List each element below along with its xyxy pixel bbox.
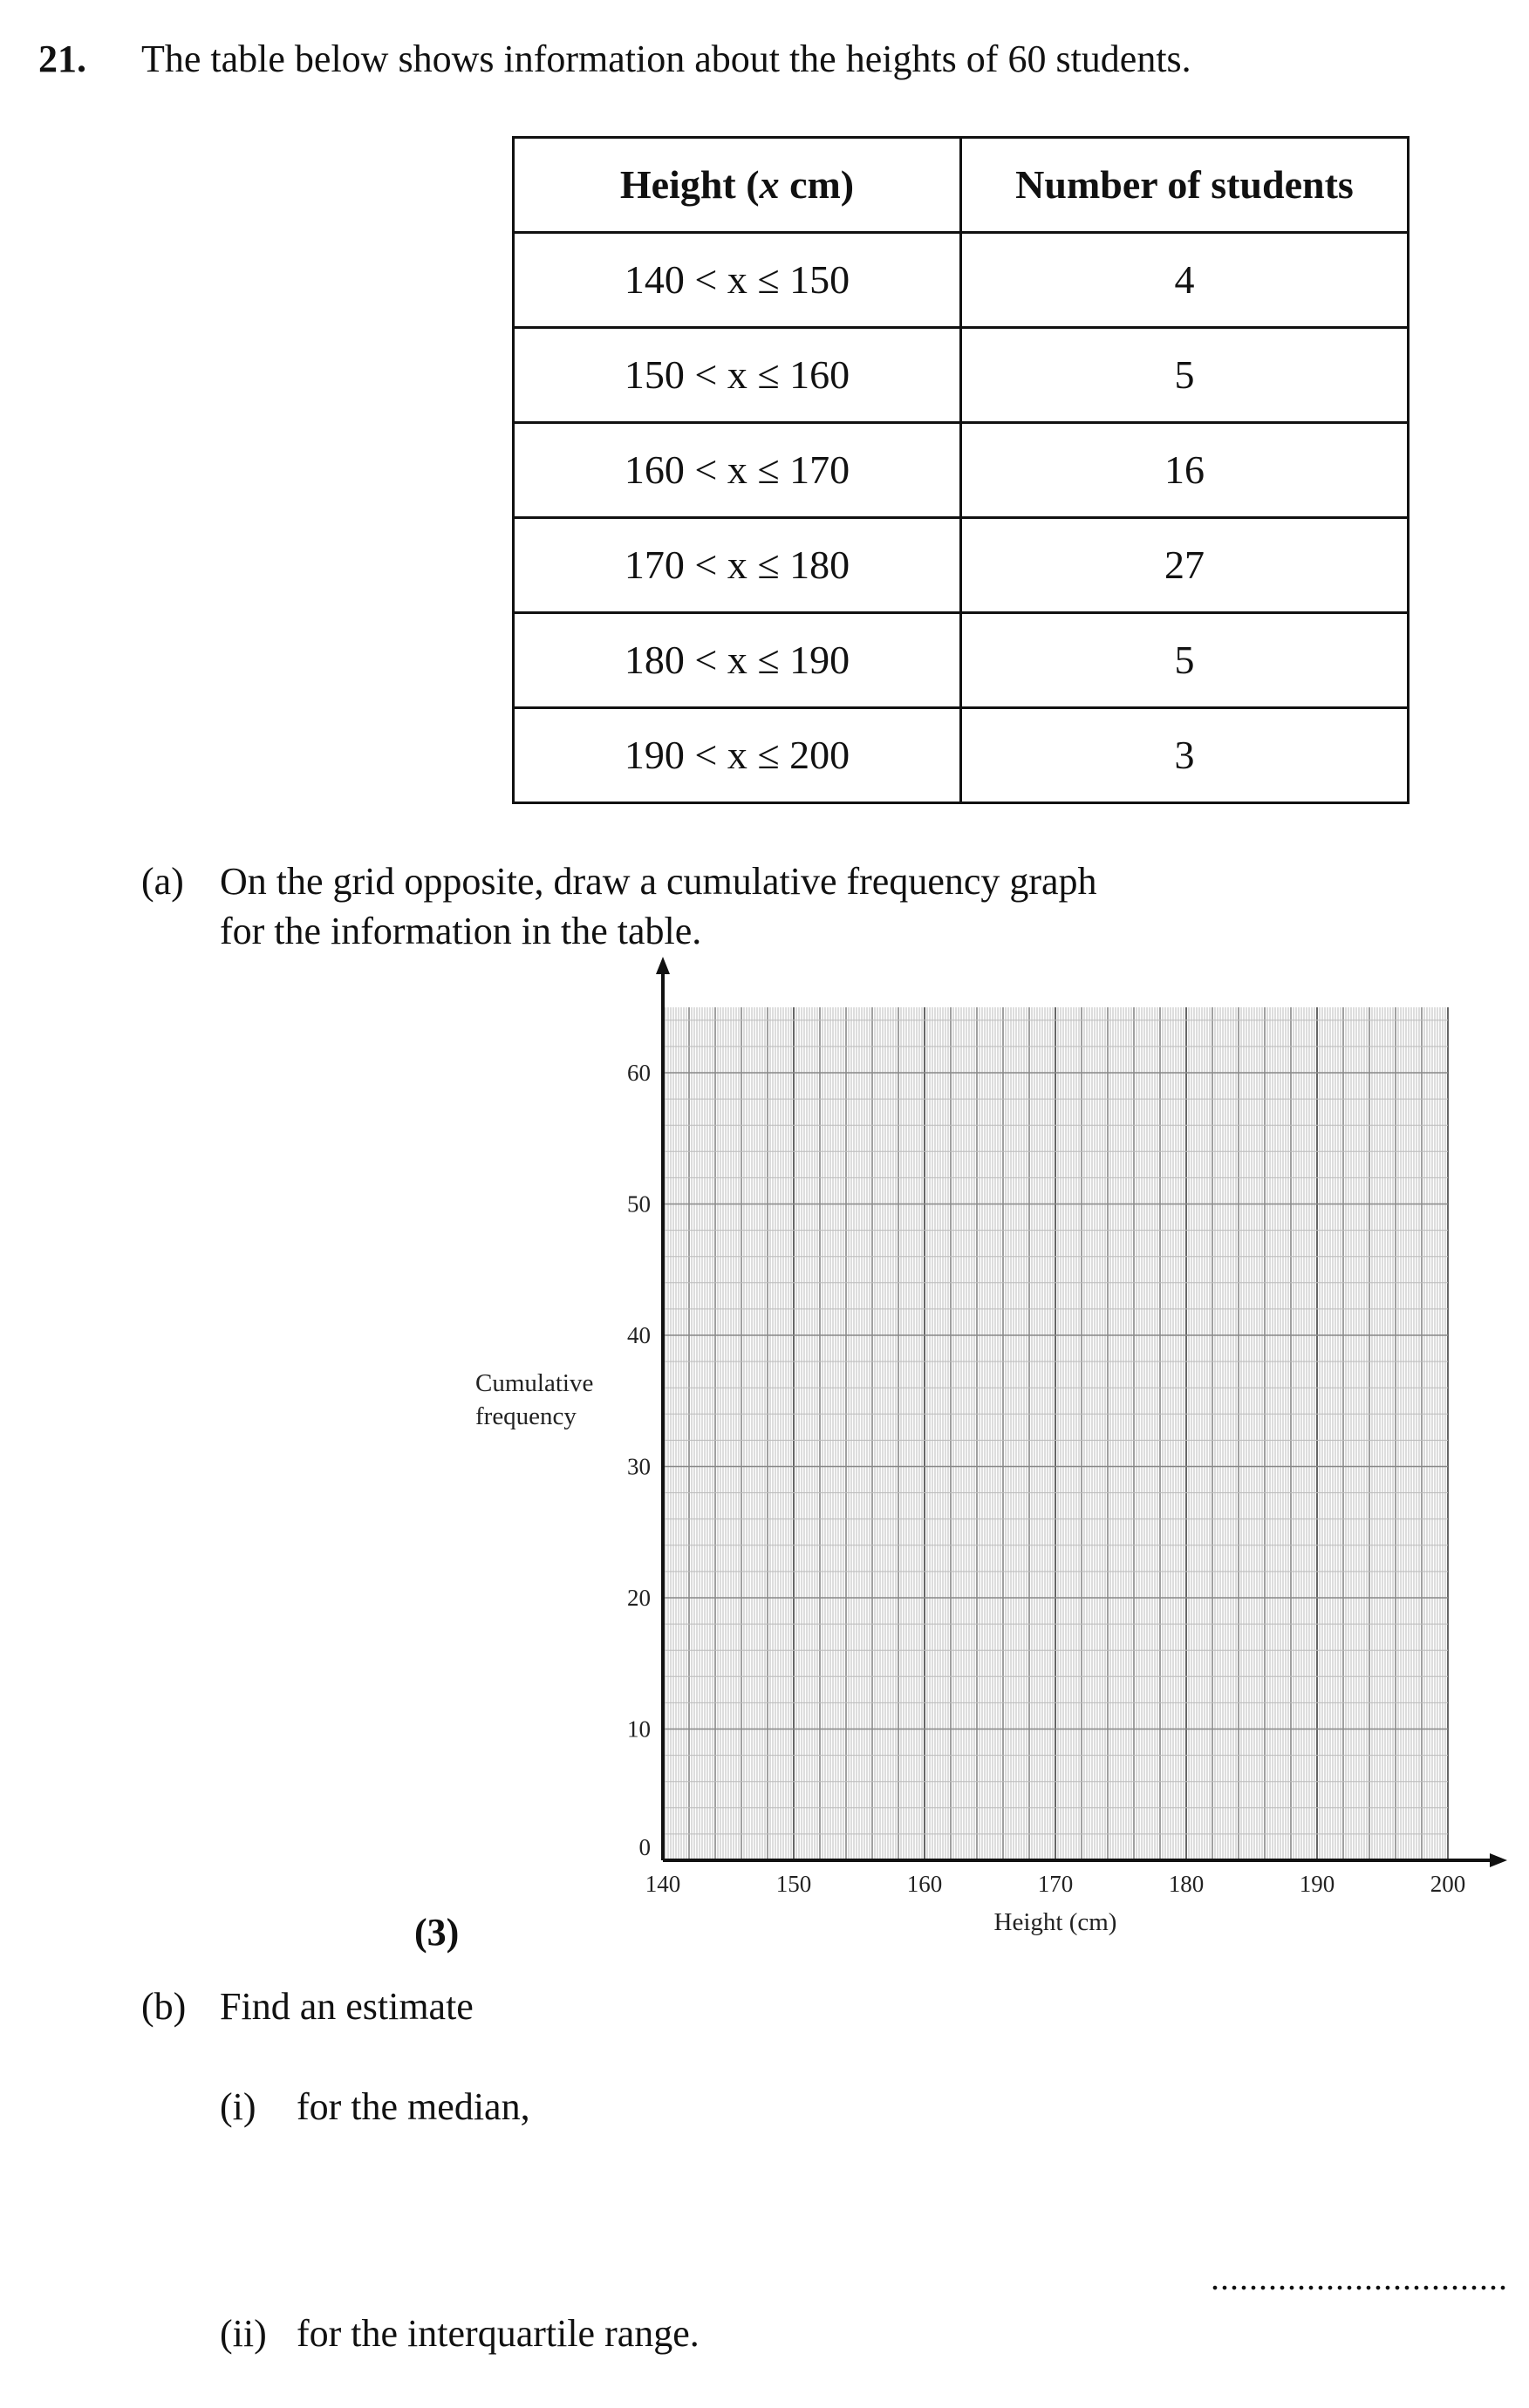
header-height: Height (x cm) — [514, 138, 961, 233]
y-axis-arrow — [656, 957, 670, 974]
class-interval: 190 < x ≤ 200 — [514, 708, 961, 803]
question-intro: The table below shows information about the heights of 60 students. — [141, 38, 1191, 80]
question-number: 21. — [38, 38, 86, 80]
y-tick-label: 40 — [627, 1322, 651, 1348]
frequency: 5 — [961, 613, 1409, 708]
frequency: 5 — [961, 328, 1409, 423]
answer-line[interactable]: ............................... — [1211, 2258, 1508, 2297]
x-axis-label: Height (cm) — [993, 1908, 1117, 1936]
frequency: 16 — [961, 423, 1409, 518]
frequency: 4 — [961, 233, 1409, 328]
part-a-instruction-line1: On the grid opposite, draw a cumulative frequency graph — [220, 860, 1097, 903]
tick-labels — [627, 1060, 1465, 1897]
y-tick-label: 30 — [627, 1453, 651, 1480]
class-interval: 170 < x ≤ 180 — [514, 518, 961, 613]
x-tick-label: 180 — [1168, 1871, 1205, 1897]
class-interval: 180 < x ≤ 190 — [514, 613, 961, 708]
class-interval: 160 < x ≤ 170 — [514, 423, 961, 518]
x-tick-label: 150 — [775, 1871, 812, 1897]
part-b-i-number: (i) — [220, 2085, 256, 2128]
y-axis-label: frequency — [475, 1402, 577, 1430]
part-b-letter: (b) — [141, 1985, 187, 2028]
x-tick-label: 140 — [645, 1871, 681, 1897]
class-interval: 140 < x ≤ 150 — [514, 233, 961, 328]
class-interval: 150 < x ≤ 160 — [514, 328, 961, 423]
y-axis-label: Cumulative — [475, 1369, 594, 1397]
x-tick-label: 200 — [1430, 1871, 1466, 1897]
y-tick-label: 10 — [627, 1716, 651, 1743]
y-tick-label: 60 — [627, 1060, 651, 1086]
frequency: 3 — [961, 708, 1409, 803]
frequency: 27 — [961, 518, 1409, 613]
part-a-instruction-line2: for the information in the table. — [220, 910, 702, 952]
y-tick-label: 50 — [627, 1190, 651, 1218]
x-axis-arrow — [1490, 1853, 1507, 1867]
part-b-ii-text: for the interquartile range. — [297, 2312, 700, 2355]
y-tick-label: 0 — [638, 1834, 651, 1860]
x-tick-label: 170 — [1037, 1871, 1074, 1897]
part-b-instruction: Find an estimate — [220, 1985, 474, 2028]
x-tick-label: 160 — [906, 1871, 943, 1897]
grid-lines — [663, 1007, 1448, 1860]
y-tick-label: 20 — [627, 1585, 651, 1611]
x-tick-label: 190 — [1299, 1871, 1335, 1897]
part-a-letter: (a) — [141, 860, 184, 903]
header-number: Number of students — [961, 138, 1409, 233]
part-b-i-text: for the median, — [297, 2085, 530, 2128]
part-a-marks: (3) — [414, 1911, 460, 1954]
part-b-ii-number: (ii) — [220, 2312, 267, 2355]
